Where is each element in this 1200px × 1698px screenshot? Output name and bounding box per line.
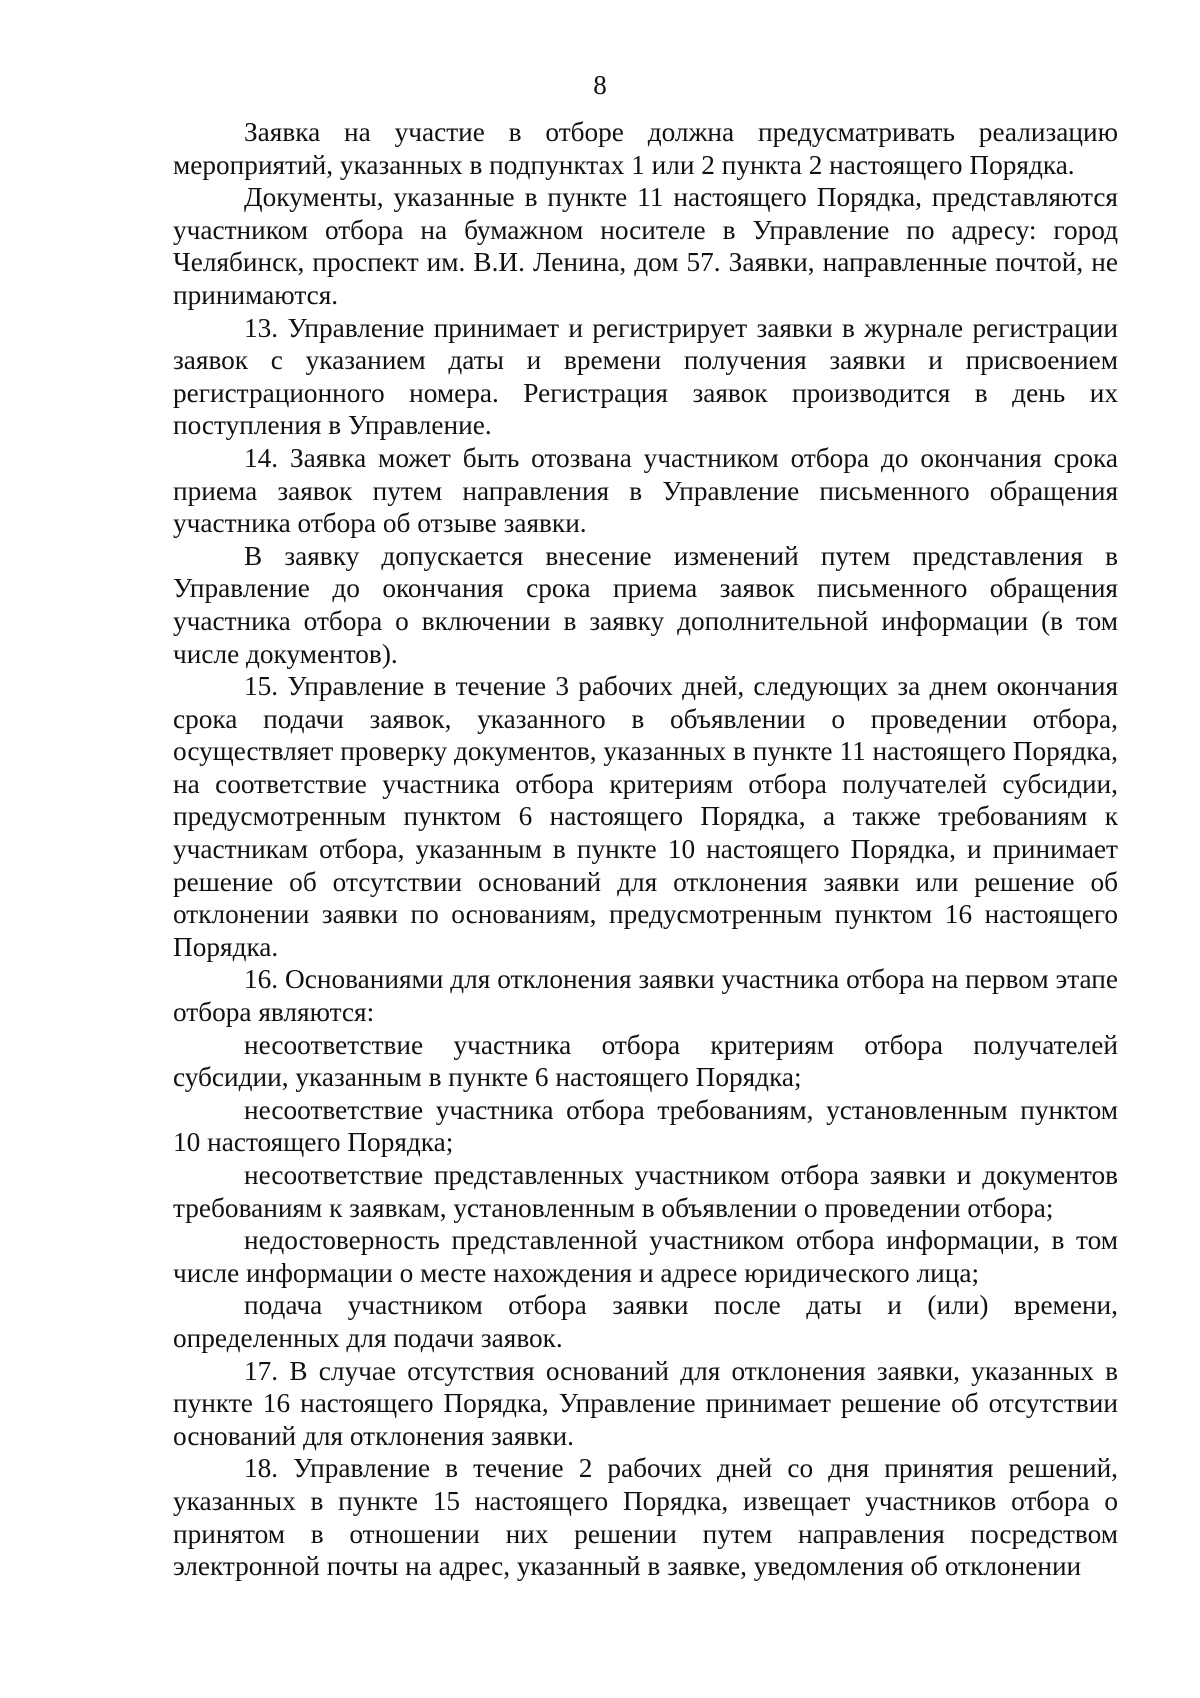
paragraph-13-registration: 13. Управление принимает и регистрирует заявки в журнале регистрации заявок с указанием даты и времени получения заявки и присвоением регистрационного номера. Регистрация заявок производится в день их поступления в Управление. (173, 312, 1118, 441)
paragraph-documents-submission: Документы, указанные в пункте 11 настоящего Порядка, представляются участником отбора на бумажном носителе в Управление по адресу: город Челябинск, проспект им. В.И. Ленина, дом 57. Заявки, направленные почтой, не принимаются. (173, 182, 1118, 310)
list-item-requirements-mismatch: несоответствие участника отбора требованиям, установленным пунктом 10 настоящего Порядка; (173, 1094, 1118, 1158)
paragraph-amendments: В заявку допускается внесение изменений путем представления в Управление до окончания срока приема заявок письменного обращения участника отбора о включении в заявку дополнительной информации (в том числе документов). (173, 540, 1118, 669)
list-item-documents-mismatch: несоответствие представленных участником отбора заявки и документов требованиям к заявкам, установленным в объявлении о проведении отбора; (173, 1160, 1118, 1223)
page-number: 8 (593, 70, 607, 100)
paragraph-15-verification: 15. Управление в течение 3 рабочих дней, следующих за днем окончания срока подачи заявок, указанного в объявлении о проведении отбора, осуществляет проверку документов, указанных в пункте 11 настоящего Порядка, на соответствие участника отбора критериям отбора получателей субсидии, предусмотренным пунктом 6 настоящего Порядка, а также требованиям к участникам отбора, указанным в пункте 10 настоящего Порядка, и принимает решение об отсутствии оснований для отклонения заявки или решение об отклонении заявки по основаниям, предусмотренным пунктом 16 настоящего Порядка. (173, 671, 1118, 962)
list-item-unreliable-information: недостоверность представленной участником отбора информации, в том числе информации о месте нахождения и адресе юридического лица; (173, 1225, 1118, 1288)
paragraph-14-withdrawal: 14. Заявка может быть отозвана участником отбора до окончания срока приема заявок путем направления в Управление письменного обращения участника отбора об отзыве заявки. (173, 442, 1118, 539)
document-body (173, 116, 1118, 1583)
paragraph-17-no-rejection: 17. В случае отсутствия оснований для отклонения заявки, указанных в пункте 16 настоящего Порядка, Управление принимает решение об отсутствии оснований для отклонения заявки. (173, 1355, 1118, 1451)
paragraph-18-notification: 18. Управление в течение 2 рабочих дней со дня принятия решений, указанных в пункте 15 настоящего Порядка, извещает участников отбора о принятом в отношении них решении путем направления посредством электронной почты на адрес, указанный в заявке, уведомления об отклонении (173, 1453, 1118, 1582)
list-item-late-submission: подача участником отбора заявки после даты и (или) времени, определенных для подачи заявок. (173, 1290, 1118, 1353)
paragraph-16-rejection-grounds: 16. Основаниями для отклонения заявки участника отбора на первом этапе отбора являются: (173, 964, 1118, 1028)
paragraph-application-measures: Заявка на участие в отборе должна предусматривать реализацию мероприятий, указанных в подпунктах 1 или 2 пункта 2 настоящего Порядка. (173, 117, 1118, 180)
list-item-criteria-mismatch: несоответствие участника отбора критериям отбора получателей субсидии, указанным в пункте 6 настоящего Порядка; (173, 1029, 1118, 1093)
